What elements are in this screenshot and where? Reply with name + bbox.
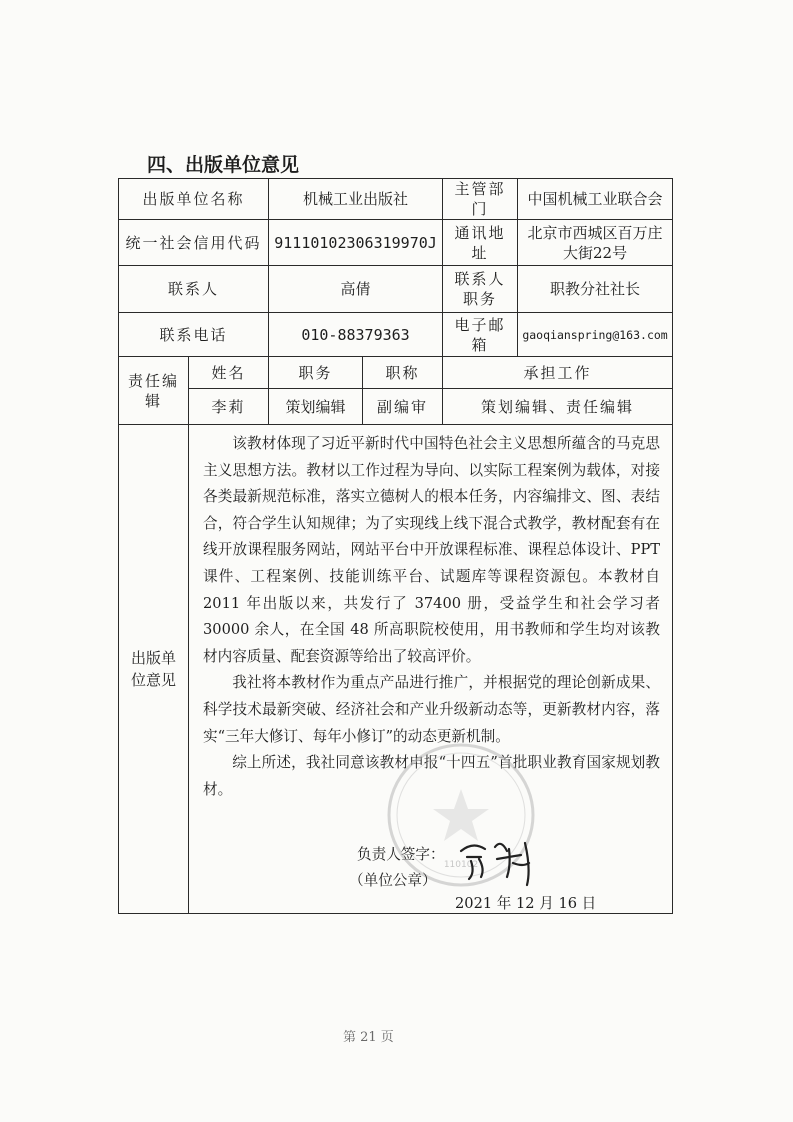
handwritten-signature [451, 829, 541, 889]
editor-header-row [119, 357, 673, 389]
value-publisher-name: 机械工业出版社 [269, 179, 443, 220]
opinion-paragraph-1: 该教材体现了习近平新时代中国特色社会主义思想所蕴含的马克思主义思想方法。教材以工作过程为导向、以实际工程案例为载体，对接各类最新规范标准，落实立德树人的根本任务，内容编排文、图、表结合，符合学生认知规律；为了实现线上线下混合式教学，教材配套有在线开放课程服务网站，网站平台中开放课程标准、课程总体设计、PPT 课件、工程案例、技能训练平台、试题库等课程资源包。本教材自 2011 年出版以来，共发行了 37400 册，受益学生和社会学习者 30000 余人，在全国 48 所高职院校使用，用书教师和学生均对该教材内容质量、配套资源等给出了较高评价。 [203, 435, 661, 665]
svg-text:110102: 110102 [443, 860, 479, 870]
header-title: 职称 [363, 357, 443, 389]
seal-label: （单位公章） [349, 872, 437, 889]
value-credit-code: 91110102306319970J [269, 220, 443, 266]
label-opinion-text: 出版单位意见 [130, 649, 176, 689]
signature-label: 负责人签字： [357, 846, 445, 863]
header-work: 承担工作 [443, 357, 673, 389]
label-supervisor: 主管部门 [443, 179, 518, 220]
value-address: 北京市西城区百万庄大街22号 [518, 220, 673, 266]
section-title: 四、出版单位意见 [147, 154, 300, 176]
editor-name: 李莉 [189, 389, 269, 425]
form-row-contact [119, 266, 673, 313]
opinion-row [119, 425, 673, 914]
page-number: 第 21 页 [343, 1030, 394, 1045]
header-duty: 职务 [269, 357, 363, 389]
opinion-paragraph-2: 我社将本教材作为重点产品进行推广，并根据党的理论创新成果、科学技术最新突破、经济社会和产业升级新动态等，更新教材内容，落实“三年大修订、每年小修订”的动态更新机制。 [203, 674, 661, 745]
editor-work: 策划编辑、责任编辑 [443, 389, 673, 425]
label-publisher-name: 出版单位名称 [119, 179, 269, 220]
form-row-publisher [119, 179, 673, 220]
editor-title: 副编审 [363, 389, 443, 425]
value-phone: 010-88379363 [269, 313, 443, 357]
label-address: 通讯地址 [443, 220, 518, 266]
value-contact-title: 职教分社社长 [518, 266, 673, 313]
label-contact: 联系人 [119, 266, 269, 313]
editor-duty: 策划编辑 [269, 389, 363, 425]
publisher-opinion-form [118, 178, 673, 914]
form-row-credit-code [119, 220, 673, 266]
opinion-paragraph-3: 综上所述，我社同意该教材申报“十四五”首批职业教育国家规划教材。 [203, 754, 661, 798]
form-row-phone [119, 313, 673, 357]
label-editor: 责任编辑 [119, 357, 189, 425]
label-credit-code: 统一社会信用代码 [119, 220, 269, 266]
opinion-body [189, 425, 673, 914]
editor-data-row [119, 389, 673, 425]
sign-date: 2021 年 12 月 16 日 [455, 895, 597, 912]
value-supervisor: 中国机械工业联合会 [518, 179, 673, 220]
opinion-text [203, 431, 660, 803]
value-contact: 高倩 [269, 266, 443, 313]
header-name: 姓名 [189, 357, 269, 389]
label-phone: 联系电话 [119, 313, 269, 357]
label-contact-title: 联系人职务 [443, 266, 518, 313]
label-opinion [119, 425, 189, 914]
value-email: gaoqianspring@163.com [518, 313, 673, 357]
label-email: 电子邮箱 [443, 313, 518, 357]
